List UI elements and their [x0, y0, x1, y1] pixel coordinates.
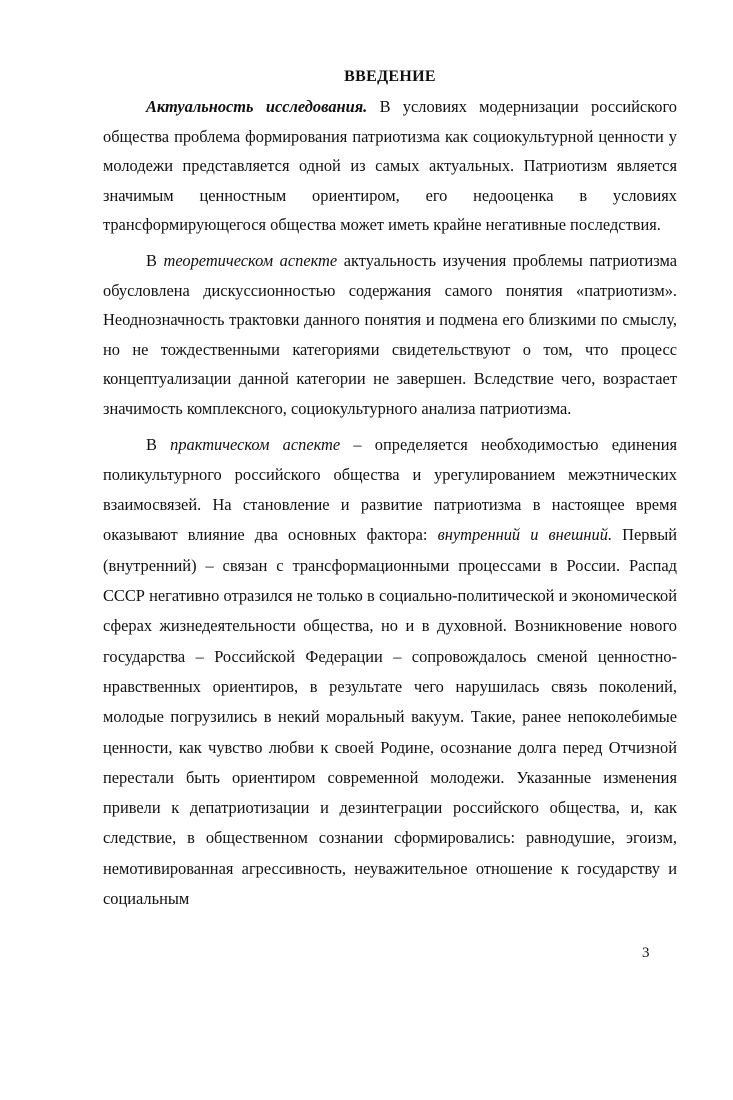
- theoretical-aspect-emphasis: теоретическом аспекте: [163, 250, 338, 270]
- paragraph-practical: [103, 430, 677, 915]
- paragraph-text: актуальность изучения проблемы патриотизма обусловлена дискуссионностью содержания самого понятия «патриотизм». Неоднозначность трактовки данного понятия и подмена его близкими по смыслу, но не тождественными категориями свидетельствуют о том, что процесс концептуализации данной категории не завершен. Вследствие чего, возрастает значимость комплексного, социокультурного анализа патриотизма.: [103, 250, 677, 418]
- paragraph-text-after: Первый (внутренний) – связан с трансформационными процессами в России. Распад СССР негативно отразился не только в социально-политической и экономической сферах жизнедеятельности общества, но и в духовной. Возникновение нового государства – Российской Федерации – сопровождалось сменой ценностно-нравственных ориентиров, в результате чего нарушилась связь поколений, молодые погрузились в некий моральный вакуум. Такие, ранее непоколебимые ценности, как чувство любви к своей Родине, осознание долга перед Отчизной перестали быть ориентиром современной молодежи. Указанные изменения привели к депатриотизации и дезинтеграции российского общества, и, как следствие, в общественном сознании сформировались: равнодушие, эгоизм, немотивированная агрессивность, неуважительное отношение к государству и социальным: [103, 525, 677, 908]
- paragraph-text-before: – определяется необходимостью единения поликультурного российского общества и урегулированием межэтнических взаимосвязей. На становление и развитие патриотизма в настоящее время оказывают влияние два основных фактора:: [103, 434, 678, 545]
- section-heading: ВВЕДЕНИЕ: [344, 68, 436, 85]
- paragraph-theoretical: [103, 246, 677, 424]
- practical-aspect-emphasis: практическом аспекте: [170, 434, 341, 454]
- factors-emphasis: внутренний и внешний.: [437, 525, 613, 545]
- lead-emphasis: Актуальность исследования.: [146, 97, 368, 116]
- paragraph-relevance: [103, 92, 677, 240]
- paragraph-text: В условиях модернизации российского общества проблема формирования патриотизма как социокультурной ценности у молодежи представляется одной из самых актуальных. Патриотизм является значимым ценностным ориентиром, его недооценка в условиях трансформирующегося общества может иметь крайне негативные последствия.: [103, 97, 677, 235]
- paragraph-start: В: [146, 250, 164, 270]
- page-number: 3: [642, 945, 650, 961]
- page-content: [103, 64, 677, 920]
- paragraph-start: В: [146, 434, 171, 454]
